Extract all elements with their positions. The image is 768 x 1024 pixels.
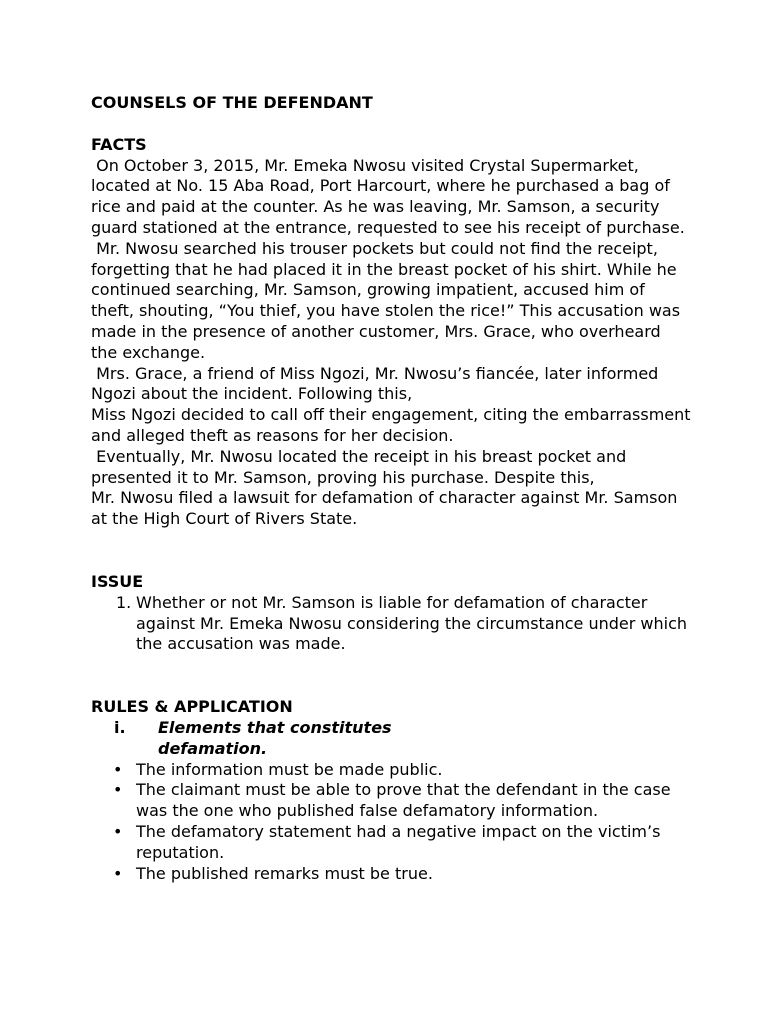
subsection-number: i. xyxy=(114,717,126,737)
bullet-text: The claimant must be able to prove that the defendant in the case was the one who published false defamatory information. xyxy=(136,780,671,821)
bullet-text: The information must be made public. xyxy=(136,759,443,779)
facts-paragraph: Eventually, Mr. Nwosu located the receipt in his breast pocket and presented it to Mr. Samson, proving his purchase. Despite this, xyxy=(91,446,632,487)
subsection-heading: Elements that constitutes defamation. xyxy=(158,717,392,758)
document-title: COUNSELS OF THE DEFENDANT xyxy=(91,93,373,112)
facts-paragraph: On October 3, 2015, Mr. Emeka Nwosu visited Crystal Supermarket, located at No. 15 Aba Road, Port Harcourt, where he purchased a bag of rice and paid at the counter. As he was leaving, Mr. Samson, a security guard stationed at the entrance, requested to see his receipt of purchase. xyxy=(91,155,685,237)
bullet-item xyxy=(91,864,691,885)
bullet-icon: • xyxy=(113,821,123,841)
facts-paragraph: Mrs. Grace, a friend of Miss Ngozi, Mr. Nwosu’s fiancée, later informed Ngozi about the incident. Following this, xyxy=(91,363,664,404)
bullet-icon: • xyxy=(113,759,123,779)
issue-text: Whether or not Mr. Samson is liable for defamation of character against Mr. Emeka Nwosu considering the circumstance under which the accusation was made. xyxy=(136,592,688,654)
document-body xyxy=(91,93,696,884)
bullet-item xyxy=(91,822,691,864)
rules-subsection xyxy=(91,718,691,760)
facts-paragraph: Mr. Nwosu searched his trouser pockets but could not find the receipt, forgetting that he had placed it in the breast pocket of his shirt. While he continued searching, Mr. Samson, growing impatient, accused him of theft, shouting, “You thief, you have stolen the rice!” This accusation was made in the presence of another customer, Mrs. Grace, who overheard the exchange. xyxy=(91,238,686,362)
issue-list-item xyxy=(91,593,691,655)
bullet-item xyxy=(91,780,691,822)
facts-paragraph: Miss Ngozi decided to call off their engagement, citing the embarrassment and alleged theft as reasons for her decision. xyxy=(91,405,696,445)
bullet-icon: • xyxy=(113,863,123,883)
issue-number: 1. xyxy=(116,592,132,612)
bullet-icon: • xyxy=(113,780,123,800)
facts-heading: FACTS xyxy=(91,134,147,154)
rules-heading: RULES & APPLICATION xyxy=(91,697,293,717)
bullet-text: The defamatory statement had a negative impact on the victim’s reputation. xyxy=(136,821,661,862)
bullet-text: The published remarks must be true. xyxy=(136,863,433,883)
issue-heading: ISSUE xyxy=(91,571,144,591)
bullet-item xyxy=(91,760,691,781)
facts-paragraph: Mr. Nwosu filed a lawsuit for defamation of character against Mr. Samson at the High Court of Rivers State. xyxy=(91,488,683,529)
